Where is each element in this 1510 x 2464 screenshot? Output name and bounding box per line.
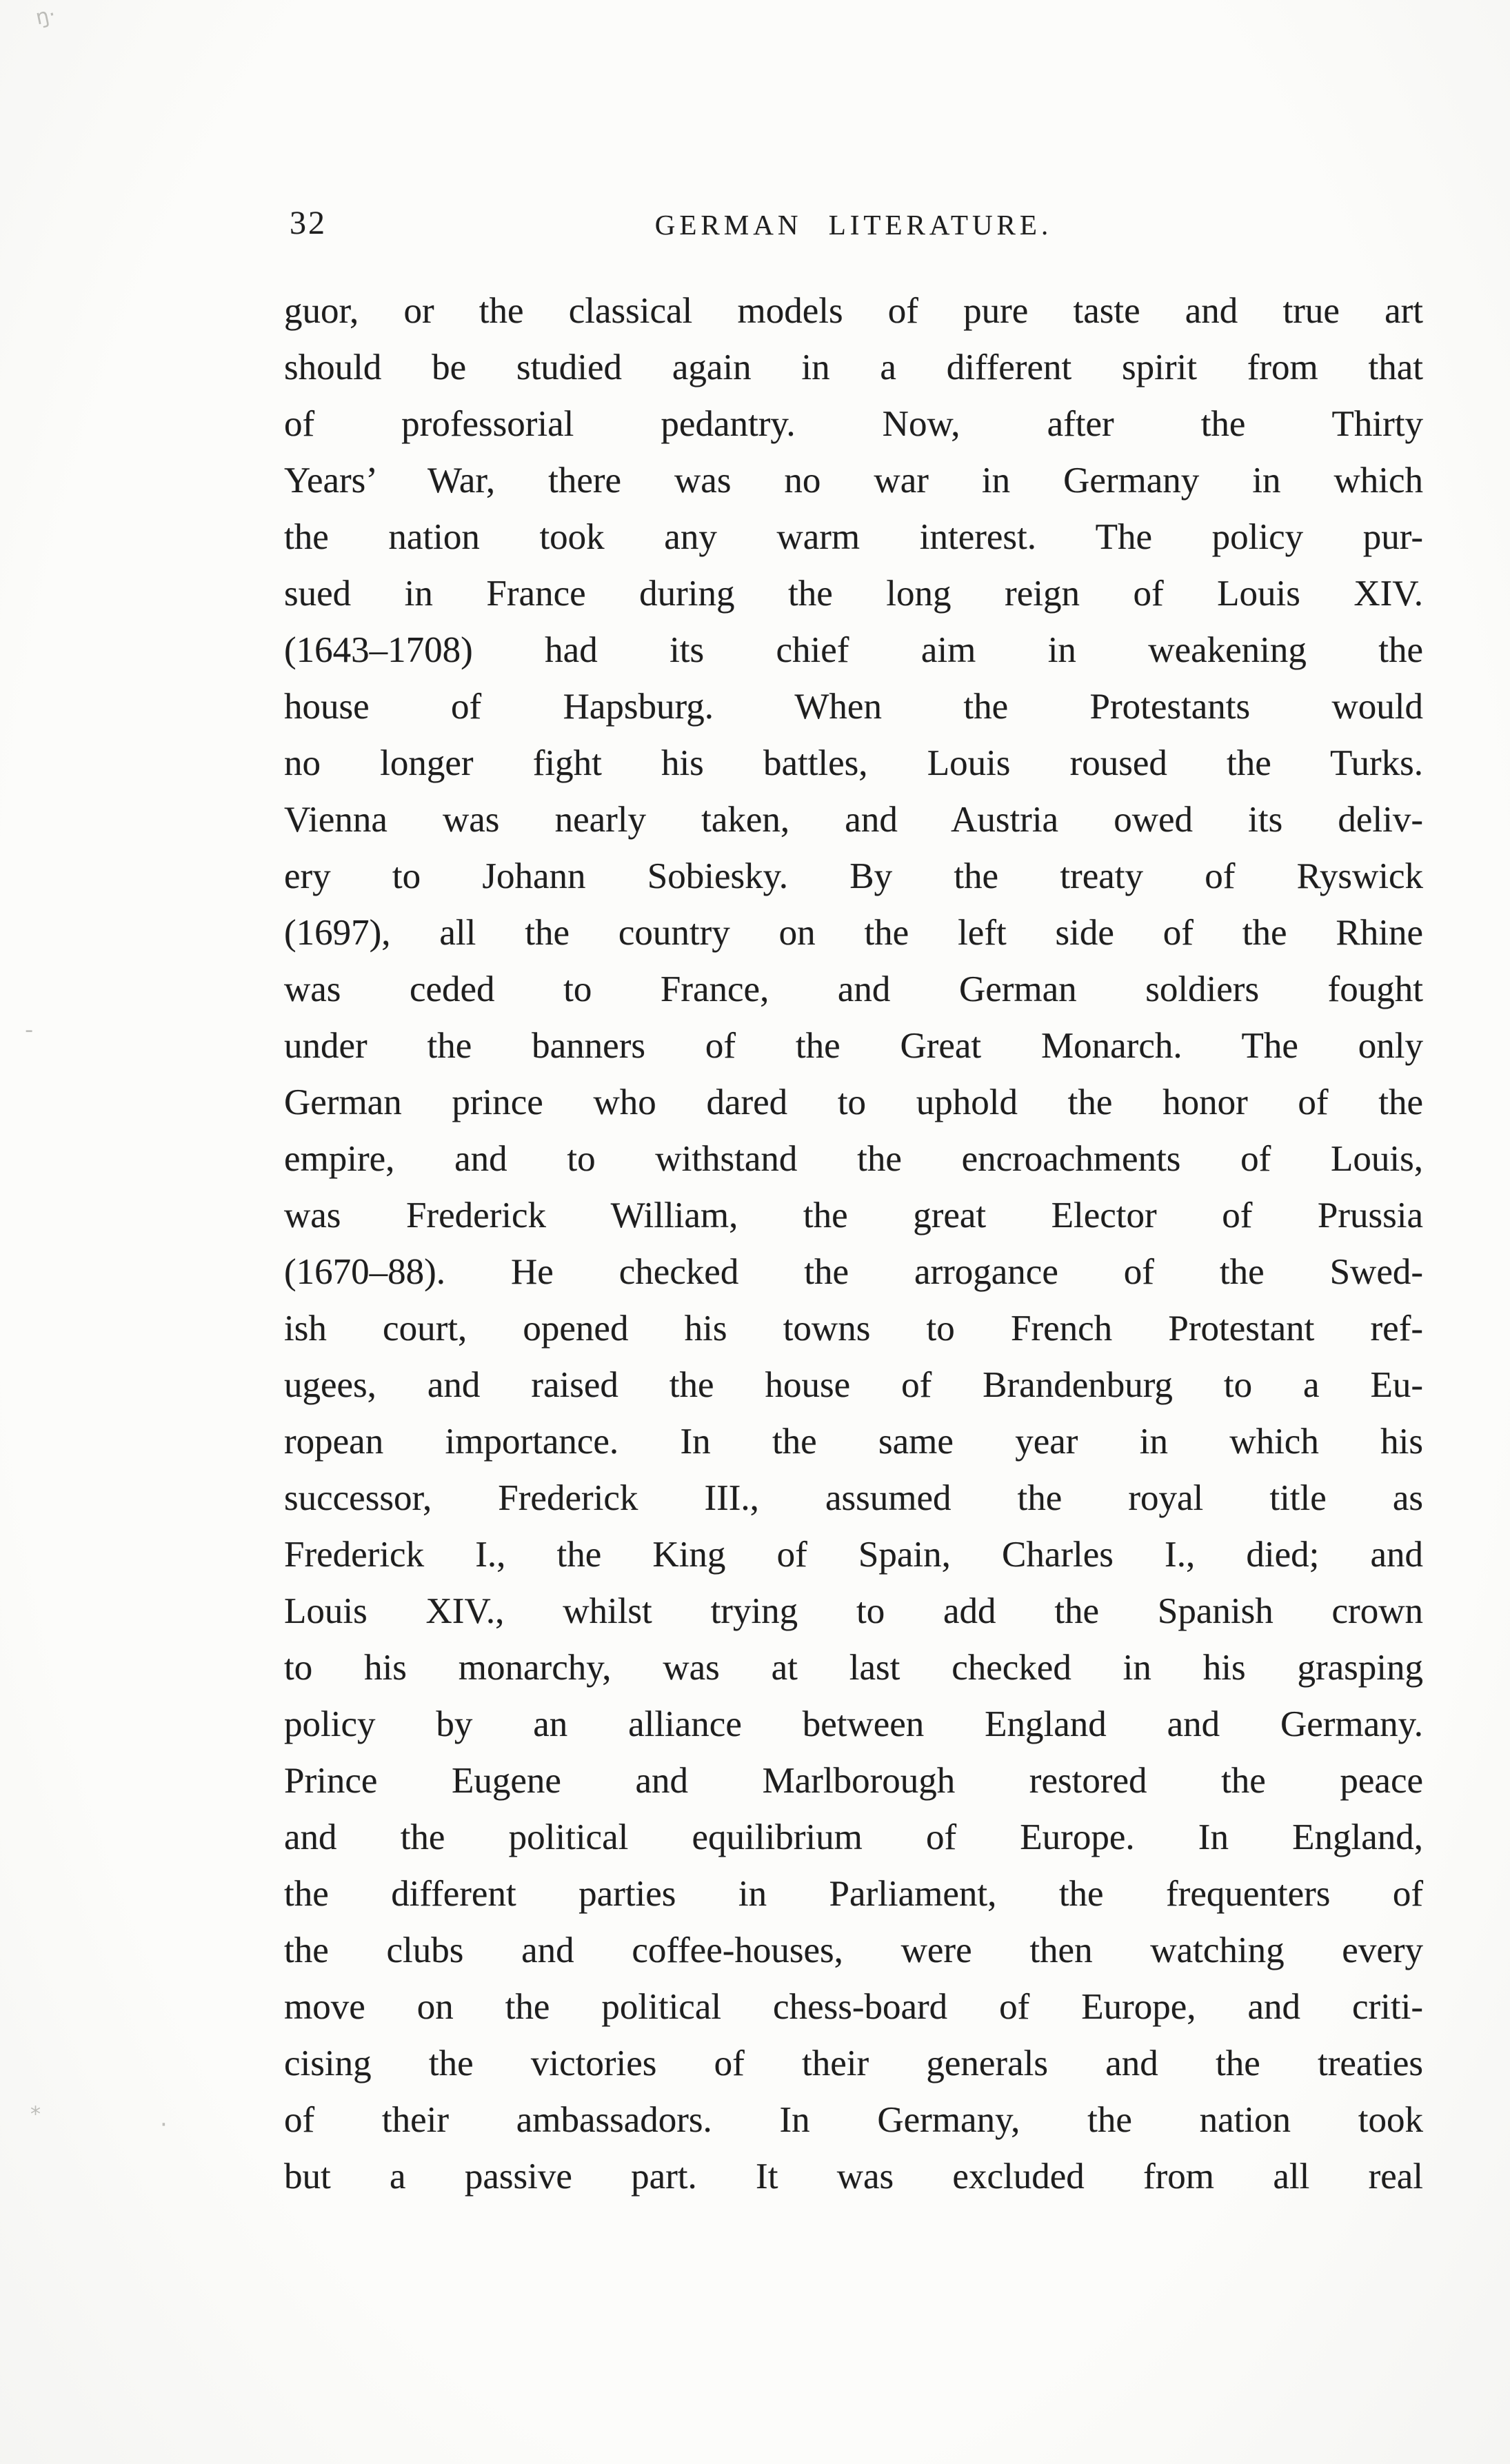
text-line: Louis XIV., whilst trying to add the Spanish crown (284, 1591, 1423, 1631)
running-title: GERMAN LITERATURE. (654, 209, 1053, 241)
text-line: (1670–88). He checked the arrogance of the Swed- (284, 1252, 1423, 1292)
text-line: and the political equilibrium of Europe. In England, (284, 1817, 1423, 1857)
page-header (284, 200, 1423, 255)
text-line: the different parties in Parliament, the frequenters of (284, 1874, 1423, 1914)
text-line: ery to Johann Sobiesky. By the treaty of Ryswick (284, 856, 1423, 896)
text-line: was Frederick William, the great Elector of Prussia (284, 1195, 1423, 1235)
scan-artifact: ⁎ (30, 2096, 41, 2120)
text-line: Frederick I., the King of Spain, Charles I., died; and (284, 1535, 1423, 1575)
text-line: cising the victories of their generals and the treaties (284, 2043, 1423, 2083)
text-line: policy by an alliance between England and Germany. (284, 1704, 1423, 1744)
scan-artifact: · (160, 2111, 168, 2139)
text-line: move on the political chess-board of Europe, and criti- (284, 1987, 1423, 2027)
text-line: successor, Frederick III., assumed the royal title as (284, 1478, 1423, 1518)
text-line: Vienna was nearly taken, and Austria owed its deliv- (284, 800, 1423, 840)
page-number: 32 (290, 205, 327, 241)
text-line: German prince who dared to uphold the honor of the (284, 1082, 1423, 1122)
text-line: ugees, and raised the house of Brandenburg to a Eu- (284, 1365, 1423, 1405)
text-line: the clubs and coffee-houses, were then watching every (284, 1930, 1423, 1970)
scan-artifact: - (25, 1016, 34, 1044)
body-text (284, 283, 1423, 2205)
text-line: of their ambassadors. In Germany, the nation took (284, 2100, 1423, 2140)
text-line: under the banners of the Great Monarch. The only (284, 1026, 1423, 1066)
text-line: (1643–1708) had its chief aim in weakening the (284, 630, 1423, 670)
text-line: no longer fight his battles, Louis roused the Turks. (284, 743, 1423, 783)
text-line: empire, and to withstand the encroachments of Louis, (284, 1139, 1423, 1179)
text-line: of professorial pedantry. Now, after the Thirty (284, 404, 1423, 444)
text-line: but a passive part. It was excluded from all real (284, 2157, 1423, 2197)
text-line: ish court, opened his towns to French Protestant ref- (284, 1309, 1423, 1349)
text-line: was ceded to France, and German soldiers fought (284, 969, 1423, 1009)
scan-artifact: ŋ· (33, 2, 58, 30)
text-line: sued in France during the long reign of Louis XIV. (284, 574, 1423, 614)
text-line: ropean importance. In the same year in which his (284, 1422, 1423, 1462)
text-line: Years’ War, there was no war in Germany in which (284, 461, 1423, 501)
text-line: Prince Eugene and Marlborough restored the peace (284, 1761, 1423, 1801)
text-line: house of Hapsburg. When the Protestants would (284, 687, 1423, 727)
text-line: (1697), all the country on the left side of the Rhine (284, 913, 1423, 953)
text-line: the nation took any warm interest. The policy pur- (284, 517, 1423, 557)
text-line: to his monarchy, was at last checked in his grasping (284, 1648, 1423, 1688)
text-block (284, 200, 1423, 2205)
text-line: guor, or the classical models of pure taste and true art (284, 291, 1423, 331)
text-line: should be studied again in a different spirit from that (284, 347, 1423, 387)
